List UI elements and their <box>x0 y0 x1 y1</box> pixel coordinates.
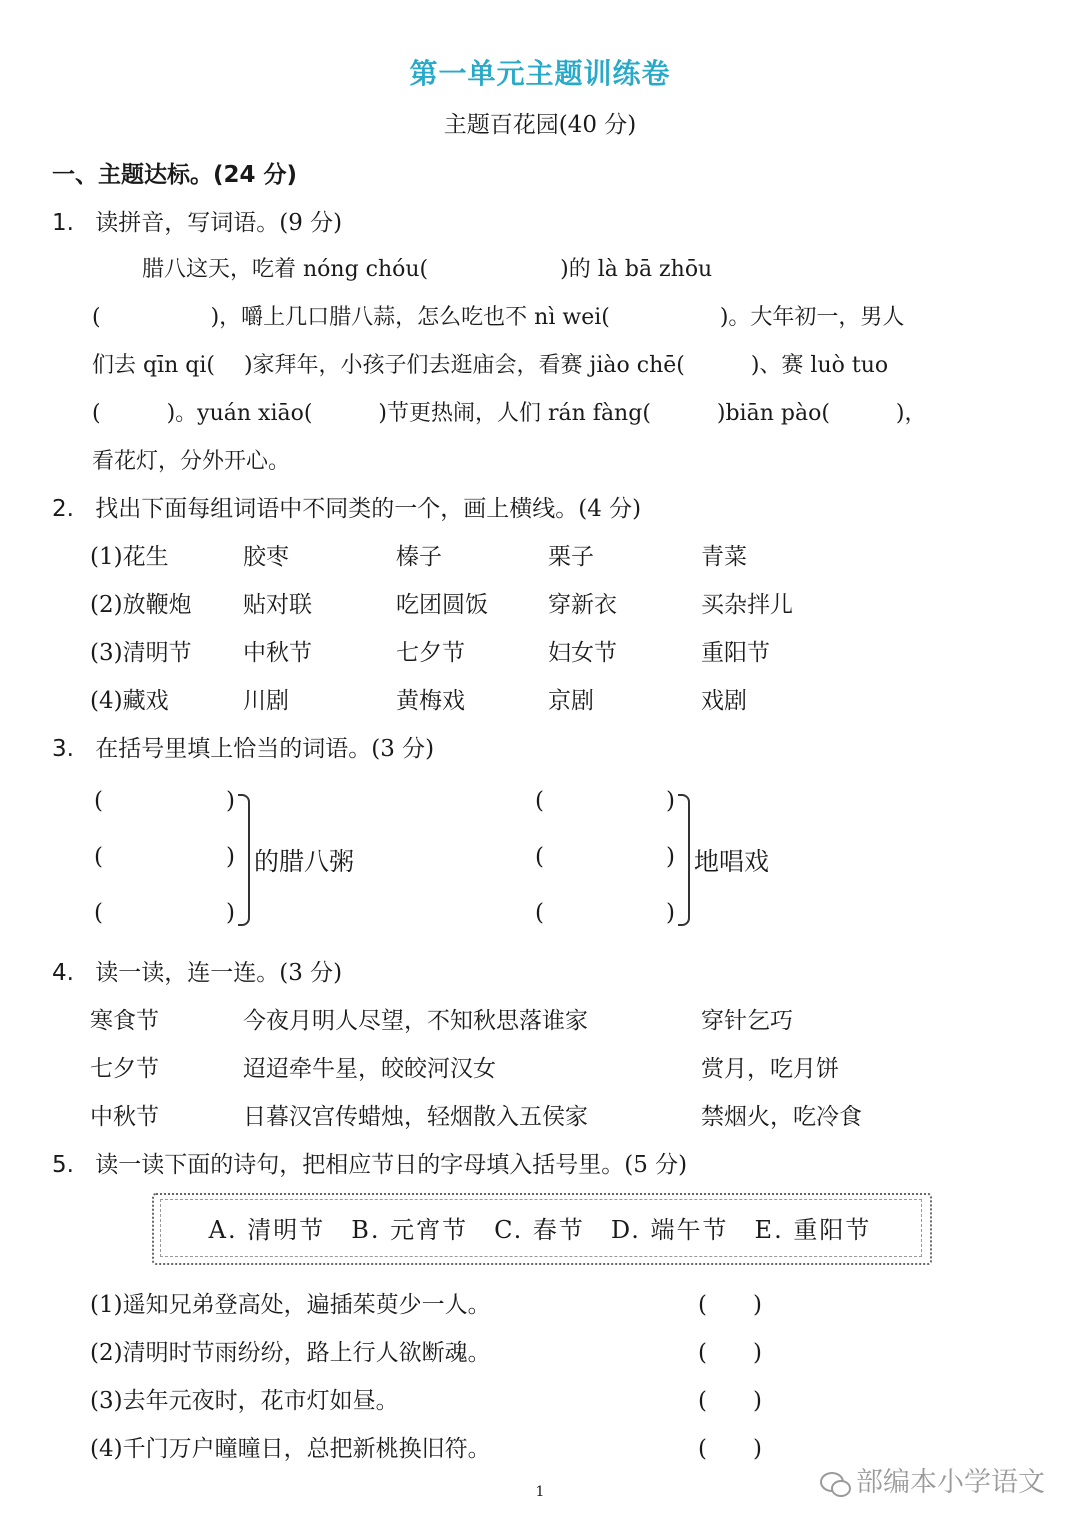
word-group-row <box>0 634 1080 664</box>
festival-name: 中秋节 <box>90 1104 159 1130</box>
question-number: 4. <box>52 960 74 986</box>
watermark <box>820 1460 1045 1499</box>
phrase-target: 地唱戏 <box>694 847 770 876</box>
watermark-text: 部编本小学语文 <box>856 1467 1045 1498</box>
question-number: 2. <box>52 496 74 522</box>
pinyin-line: 们去 qīn qi( )家拜年，小孩子们去逛庙会，看赛 jiào chē( )、赛 luò tuo <box>92 353 889 378</box>
blank-paren-open: ( <box>535 844 544 870</box>
page-subtitle: 主题百花园(40 分) <box>443 112 637 138</box>
word-cell: 贴对联 <box>243 592 312 618</box>
custom-text: 禁烟火，吃冷食 <box>701 1104 862 1130</box>
word-cell: 买杂拌儿 <box>701 592 793 618</box>
poem-item: (1)遥知兄弟登高处，遍插茱萸少一人。 <box>90 1292 491 1318</box>
blank-paren-close: ) <box>666 844 675 870</box>
blank-paren-close: ) <box>226 900 235 926</box>
word-cell: 胶枣 <box>243 544 289 570</box>
blank-paren-close: ) <box>666 788 675 814</box>
section-heading: 一、主题达标。(24 分) <box>52 162 298 188</box>
question-number: 3. <box>52 736 74 762</box>
festival-name: 七夕节 <box>90 1056 159 1082</box>
word-cell: (2)放鞭炮 <box>90 592 192 618</box>
word-cell: 川剧 <box>243 688 289 714</box>
match-row <box>0 1050 1080 1080</box>
pinyin-line: ( )，嚼上几口腊八蒜，怎么吃也不 nì wei( )。大年初一，男人 <box>92 305 905 330</box>
blank-paren-close: ) <box>666 900 675 926</box>
poem-item: (4)千门万户曈曈日，总把新桃换旧符。 <box>90 1436 491 1462</box>
word-group-row <box>0 682 1080 712</box>
question-text: 读拼音，写词语。(9 分) <box>95 210 343 236</box>
answer-blank[interactable]: ( ) <box>698 1436 762 1462</box>
question-text: 找出下面每组词语中不同类的一个，画上横线。(4 分) <box>95 496 642 522</box>
blank-paren-open: ( <box>94 788 103 814</box>
question-1 <box>52 204 342 237</box>
brace <box>238 794 250 926</box>
poem-item: (3)去年元夜时，花市灯如昼。 <box>90 1388 399 1414</box>
poem-line: 迢迢牵牛星，皎皎河汉女 <box>243 1056 496 1082</box>
word-cell: 七夕节 <box>396 640 465 666</box>
answer-blank[interactable]: ( ) <box>698 1388 762 1414</box>
match-row <box>0 1002 1080 1032</box>
wechat-icon <box>820 1472 850 1496</box>
custom-text: 赏月，吃月饼 <box>701 1056 839 1082</box>
pinyin-line: 看花灯，分外开心。 <box>92 449 291 474</box>
question-number: 1. <box>52 210 74 236</box>
word-cell: 重阳节 <box>701 640 770 666</box>
blank-paren-open: ( <box>535 900 544 926</box>
options-text: A. 清明节 B. 元宵节 C. 春节 D. 端午节 E. 重阳节 <box>208 1216 872 1244</box>
poem-line: 日暮汉宫传蜡烛，轻烟散入五侯家 <box>243 1104 588 1130</box>
word-cell: 黄梅戏 <box>396 688 465 714</box>
question-text: 在括号里填上恰当的词语。(3 分) <box>95 736 435 762</box>
blank-paren-close: ) <box>226 788 235 814</box>
word-cell: 京剧 <box>548 688 594 714</box>
answer-blank[interactable]: ( ) <box>698 1292 762 1318</box>
word-cell: 栗子 <box>548 544 594 570</box>
match-row <box>0 1098 1080 1128</box>
question-2 <box>52 490 641 523</box>
page-title: 第一单元主题训练卷 <box>409 57 671 90</box>
blank-paren-open: ( <box>94 844 103 870</box>
blank-paren-open: ( <box>535 788 544 814</box>
word-cell: 穿新衣 <box>548 592 617 618</box>
blank-paren-close: ) <box>226 844 235 870</box>
word-cell: (1)花生 <box>90 544 169 570</box>
word-cell: 戏剧 <box>701 688 747 714</box>
festival-name: 寒食节 <box>90 1008 159 1034</box>
question-text: 读一读下面的诗句，把相应节日的字母填入括号里。(5 分) <box>95 1152 688 1178</box>
word-cell: (3)清明节 <box>90 640 192 666</box>
custom-text: 穿针乞巧 <box>701 1008 793 1034</box>
pinyin-line: ( )。yuán xiāo( )节更热闹，人们 rán fàng( )biān pào( )， <box>92 401 927 426</box>
word-cell: (4)藏戏 <box>90 688 169 714</box>
question-text: 读一读，连一连。(3 分) <box>95 960 343 986</box>
blank-paren-open: ( <box>94 900 103 926</box>
word-cell: 妇女节 <box>548 640 617 666</box>
question-5 <box>52 1146 687 1179</box>
question-4 <box>52 954 342 987</box>
page-number: 1 <box>535 1484 545 1500</box>
word-cell: 榛子 <box>396 544 442 570</box>
brace <box>678 794 690 926</box>
phrase-target: 的腊八粥 <box>254 847 355 876</box>
question-number: 5. <box>52 1152 74 1178</box>
word-group-row <box>0 538 1080 568</box>
poem-line: 今夜月明人尽望，不知秋思落谁家 <box>243 1008 588 1034</box>
poem-item: (2)清明时节雨纷纷，路上行人欲断魂。 <box>90 1340 491 1366</box>
question-3 <box>52 730 434 763</box>
word-group-row <box>0 586 1080 616</box>
word-cell: 中秋节 <box>243 640 312 666</box>
answer-blank[interactable]: ( ) <box>698 1340 762 1366</box>
word-cell: 吃团圆饭 <box>396 592 488 618</box>
pinyin-line: 腊八这天，吃着 nóng chóu( )的 là bā zhōu <box>142 257 713 282</box>
word-cell: 青菜 <box>701 544 747 570</box>
